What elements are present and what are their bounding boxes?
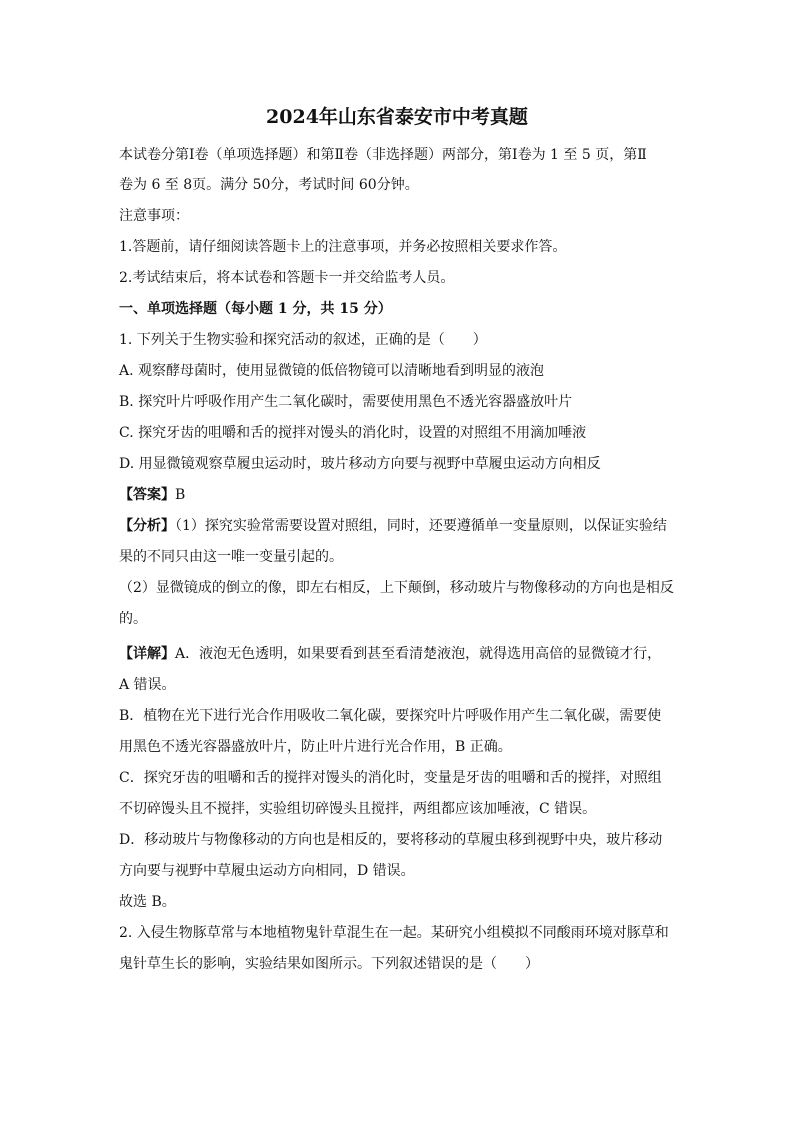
question-1-stem: 1. 下列关于生物实验和探究活动的叙述，正确的是（ ） bbox=[119, 332, 487, 348]
notice-item-2: 2.考试结束后，将本试卷和答题卡一并交给监考人员。 bbox=[119, 270, 455, 286]
section-heading: 一、单项选择题（每小题 1 分，共 15 分） bbox=[119, 301, 392, 317]
question-1-option-c: C. 探究牙齿的咀嚼和舌的搅拌对馒头的消化时，设置的对照组不用滴加唾液 bbox=[119, 425, 587, 441]
question-1-option-a: A. 观察酵母菌时，使用显微镜的低倍物镜可以清晰地看到明显的液泡 bbox=[119, 363, 545, 379]
conclusion-line: 故选 B。 bbox=[119, 894, 176, 910]
answer-line bbox=[119, 485, 679, 505]
analysis-line-3: （2）显微镜成的倒立的像，即左右相反，上下颠倒，移动玻片与物像移动的方向也是相反 bbox=[119, 580, 674, 596]
detail-line-b2: 用黑色不透光容器盛放叶片，防止叶片进行光合作用，B 正确。 bbox=[119, 739, 512, 755]
answer-value: B bbox=[175, 487, 186, 503]
intro-line-2: 卷为 6 至 8页。满分 50分，考试时间 60分钟。 bbox=[119, 177, 419, 193]
detail-line-b1: B．植物在光下进行光合作用吸收二氧化碳，要探究叶片呼吸作用产生二氧化碳，需要使 bbox=[119, 708, 662, 724]
analysis-line-1 bbox=[119, 516, 679, 536]
answer-label: 【答案】 bbox=[119, 487, 175, 503]
question-2-stem-1: 2. 入侵生物豚草常与本地植物鬼针草混生在一起。某研究小组模拟不同酸雨环境对豚草和 bbox=[119, 925, 669, 941]
detail-line-c2: 不切碎馒头且不搅拌，实验组切碎馒头且搅拌，两组都应该加唾液，C 错误。 bbox=[119, 801, 597, 817]
intro-line-1: 本试卷分第Ⅰ卷（单项选择题）和第Ⅱ卷（非选择题）两部分，第Ⅰ卷为 1 至 5 页，第Ⅱ bbox=[119, 147, 647, 163]
detail-line-a2: A 错误。 bbox=[119, 677, 176, 693]
analysis-line-4: 的。 bbox=[119, 611, 147, 627]
page-title: 2024年山东省泰安市中考真题 bbox=[266, 106, 528, 128]
question-1-option-b: B. 探究叶片呼吸作用产生二氧化碳时，需要使用黑色不透光容器盛放叶片 bbox=[119, 394, 573, 410]
notice-heading: 注意事项： bbox=[119, 208, 189, 224]
analysis-label: 【分析】 bbox=[119, 518, 175, 534]
detail-label: 【详解】 bbox=[119, 646, 175, 662]
analysis-text-1: （1）探究实验常需要设置对照组，同时，还要遵循单一变量原则，以保证实验结 bbox=[175, 518, 667, 534]
question-1-option-d: D. 用显微镜观察草履虫运动时，玻片移动方向要与视野中草履虫运动方向相反 bbox=[119, 456, 601, 472]
detail-line-d2: 方向要与视野中草履虫运动方向相同，D 错误。 bbox=[119, 863, 415, 879]
detail-line-a1 bbox=[119, 644, 679, 664]
notice-item-1: 1.答题前，请仔细阅读答题卡上的注意事项，并务必按照相关要求作答。 bbox=[119, 239, 567, 255]
detail-line-d1: D．移动玻片与物像移动的方向也是相反的，要将移动的草履虫移到视野中央，玻片移动 bbox=[119, 832, 663, 848]
detail-line-c1: C．探究牙齿的咀嚼和舌的搅拌对馒头的消化时，变量是牙齿的咀嚼和舌的搅拌，对照组 bbox=[119, 770, 662, 786]
analysis-line-2: 果的不同只由这一唯一变量引起的。 bbox=[119, 549, 343, 565]
question-2-stem-2: 鬼针草生长的影响，实验结果如图所示。下列叙述错误的是（ ） bbox=[119, 956, 539, 972]
detail-text-a1: A．液泡无色透明，如果要看到甚至看清楚液泡，就得选用高倍的显微镜才行， bbox=[175, 646, 662, 662]
